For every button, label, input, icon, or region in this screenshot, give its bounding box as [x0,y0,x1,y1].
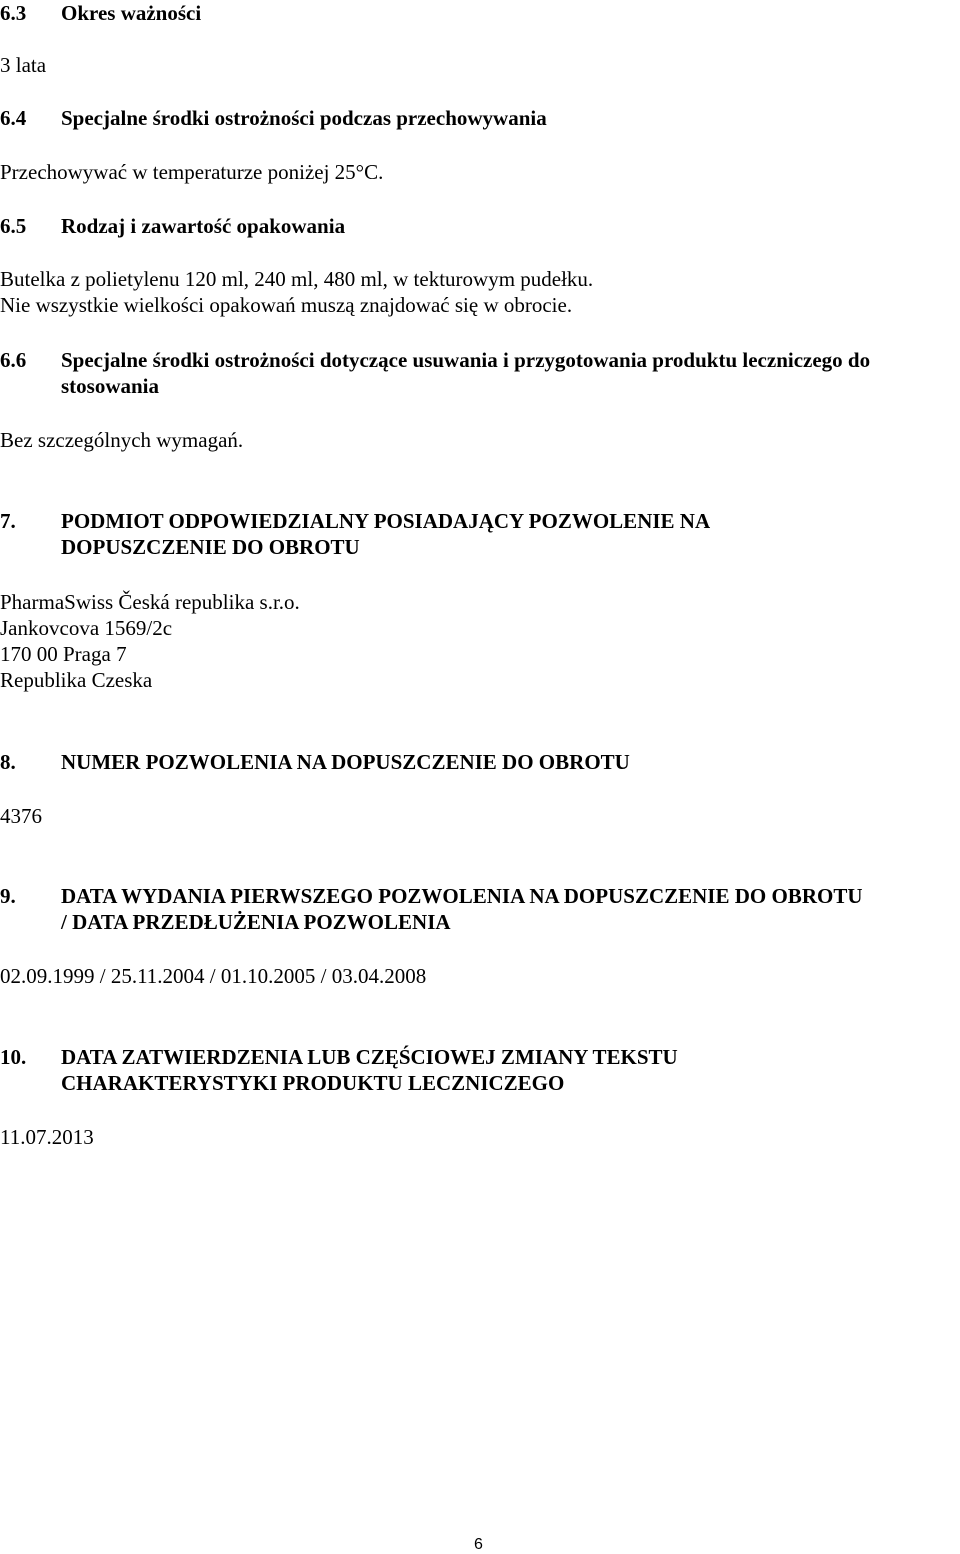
section-title: Specjalne środki ostrożności podczas przechowywania [61,106,547,130]
address-line: Jankovcova 1569/2c [0,616,173,640]
address-line: PharmaSwiss Česká republika s.r.o. [0,590,300,614]
section-6-6-heading [0,347,870,399]
section-number: 8. [0,750,16,774]
body-line: Nie wszystkie wielkości opakowań muszą znajdować się w obrocie. [0,293,573,317]
section-title-line: PODMIOT ODPOWIEDZIALNY POSIADAJĄCY POZWOLENIE NA [61,509,711,533]
section-7-heading [0,508,710,560]
section-number: 6.5 [0,214,27,238]
section-6-5-heading [0,213,345,239]
address-line: 170 00 Praga 7 [0,642,127,666]
section-6-4-body: Przechowywać w temperaturze poniżej 25°C. [0,160,384,184]
section-10-heading [0,1044,678,1096]
section-number: 9. [0,884,16,908]
section-title-line: Specjalne środki ostrożności dotyczące usuwania i przygotowania produktu leczniczego do [61,348,871,372]
section-6-4-heading [0,105,547,131]
section-9-body: 02.09.1999 / 25.11.2004 / 01.10.2005 / 03.04.2008 [0,964,427,988]
section-10-body: 11.07.2013 [0,1125,94,1149]
body-line: Butelka z polietylenu 120 ml, 240 ml, 480 ml, w tekturowym pudełku. [0,267,594,291]
section-9-heading [0,883,863,935]
page-number: 6 [474,1536,483,1553]
section-title: Okres ważności [61,1,202,25]
section-number: 6.6 [0,348,27,372]
section-title-line: DATA WYDANIA PIERWSZEGO POZWOLENIA NA DOPUSZCZENIE DO OBROTU [61,884,863,908]
section-6-3-body: 3 lata [0,53,47,77]
section-title-line: stosowania [61,374,160,398]
section-6-5-body [0,266,593,318]
section-7-address [0,589,300,693]
section-number: 6.3 [0,1,27,25]
section-8-body: 4376 [0,804,42,828]
section-title: Rodzaj i zawartość opakowania [61,214,346,238]
section-title-line: CHARAKTERYSTYKI PRODUKTU LECZNICZEGO [61,1071,565,1095]
section-title: NUMER POZWOLENIA NA DOPUSZCZENIE DO OBROTU [61,750,630,774]
section-title-line: / DATA PRZEDŁUŻENIA POZWOLENIA [61,910,451,934]
section-title-line: DOPUSZCZENIE DO OBROTU [61,535,360,559]
section-number: 10. [0,1045,27,1069]
address-line: Republika Czeska [0,668,153,692]
section-number: 6.4 [0,106,27,130]
section-number: 7. [0,509,16,533]
section-8-heading [0,749,630,775]
section-title-line: DATA ZATWIERDZENIA LUB CZĘŚCIOWEJ ZMIANY TEKSTU [61,1045,678,1069]
section-6-3-heading [0,0,201,26]
section-6-6-body: Bez szczególnych wymagań. [0,428,244,452]
